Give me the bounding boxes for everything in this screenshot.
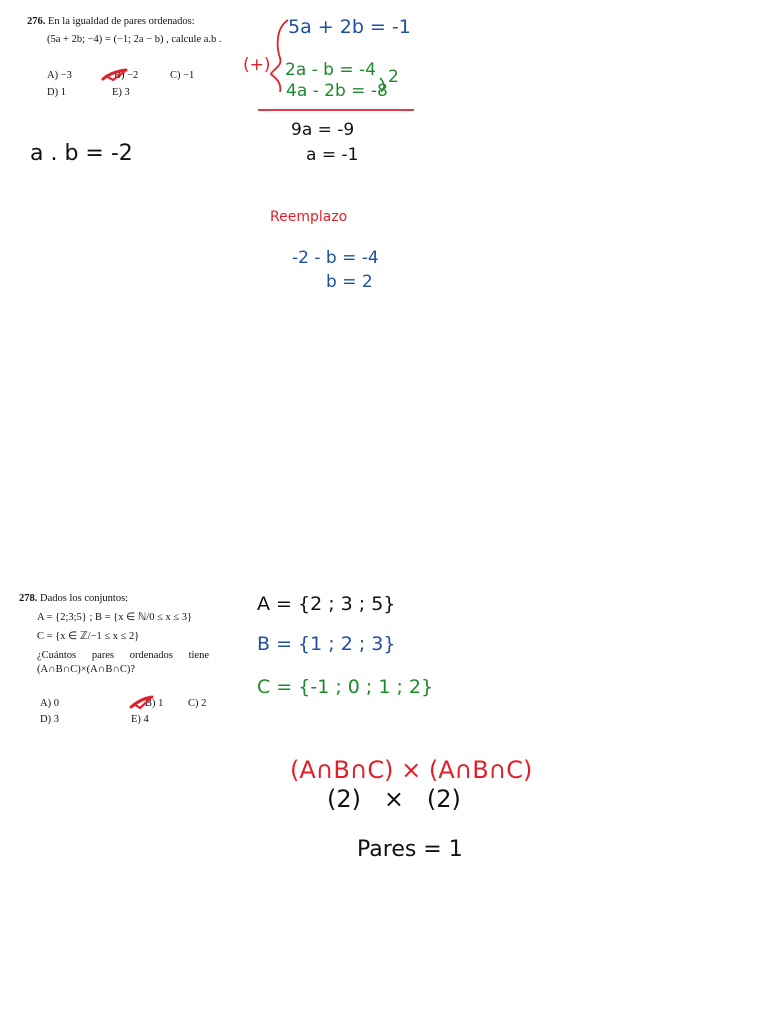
option-e: E) 3	[112, 87, 130, 98]
question-word: tiene	[188, 650, 209, 661]
option-c: C) 2	[188, 698, 207, 709]
question-word: pares	[91, 650, 114, 661]
replace-label: Reemplazo	[270, 209, 348, 225]
option-c: C) −1	[170, 70, 195, 81]
multiply-arrow	[380, 78, 384, 92]
problem-statement: Dados los conjuntos:	[40, 593, 129, 604]
work-a-value: a = -1	[306, 145, 359, 165]
work-set-a: A = {2 ; 3 ; 5}	[257, 593, 396, 615]
work-b-value: b = 2	[326, 272, 373, 292]
problem-number: 278.	[19, 593, 38, 604]
work-sizes: (2) × (2)	[327, 785, 461, 813]
question-word: ordenados	[129, 650, 173, 661]
option-a: A) 0	[40, 698, 59, 709]
set-c-definition: C = {x ∈ ℤ/−1 ≤ x ≤ 2}	[37, 631, 140, 642]
work-product: (A∩B∩C) × (A∩B∩C)	[290, 756, 533, 784]
plus-sign: (+)	[243, 55, 271, 75]
question-expression: (A∩B∩C)×(A∩B∩C)?	[37, 664, 136, 675]
set-a-definition: A = {2;3;5} ; B = {x ∈ ℕ/0 ≤ x ≤ 3}	[37, 612, 193, 623]
work-eq2: 2a - b = -4	[285, 60, 376, 80]
option-a: A) −3	[47, 70, 72, 81]
work-replace-eq: -2 - b = -4	[292, 248, 379, 268]
work-set-c: C = {-1 ; 0 ; 1 ; 2}	[257, 676, 434, 698]
work-eq1: 5a + 2b = -1	[288, 16, 411, 38]
work-eq3: 4a - 2b = -8	[286, 81, 388, 101]
question-word: ¿Cuántos	[37, 650, 77, 661]
option-d: D) 1	[47, 87, 66, 98]
problem-equation: (5a + 2b; −4) = (−1; 2a − b) , calcule a.b .	[47, 34, 222, 45]
option-e: E) 4	[131, 714, 149, 725]
problem-statement: En la igualdad de pares ordenados:	[48, 16, 195, 27]
work-sum: 9a = -9	[291, 120, 355, 140]
work-result: a . b = -2	[30, 141, 133, 166]
system-brace	[271, 20, 288, 92]
times-two: 2	[388, 67, 399, 87]
option-b: B) −2	[114, 70, 139, 81]
work-set-b: B = {1 ; 2 ; 3}	[257, 633, 396, 655]
problem-number: 276.	[27, 16, 46, 27]
work-answer: Pares = 1	[357, 837, 463, 862]
option-b: B) 1	[145, 698, 164, 709]
option-d: D) 3	[40, 714, 59, 725]
